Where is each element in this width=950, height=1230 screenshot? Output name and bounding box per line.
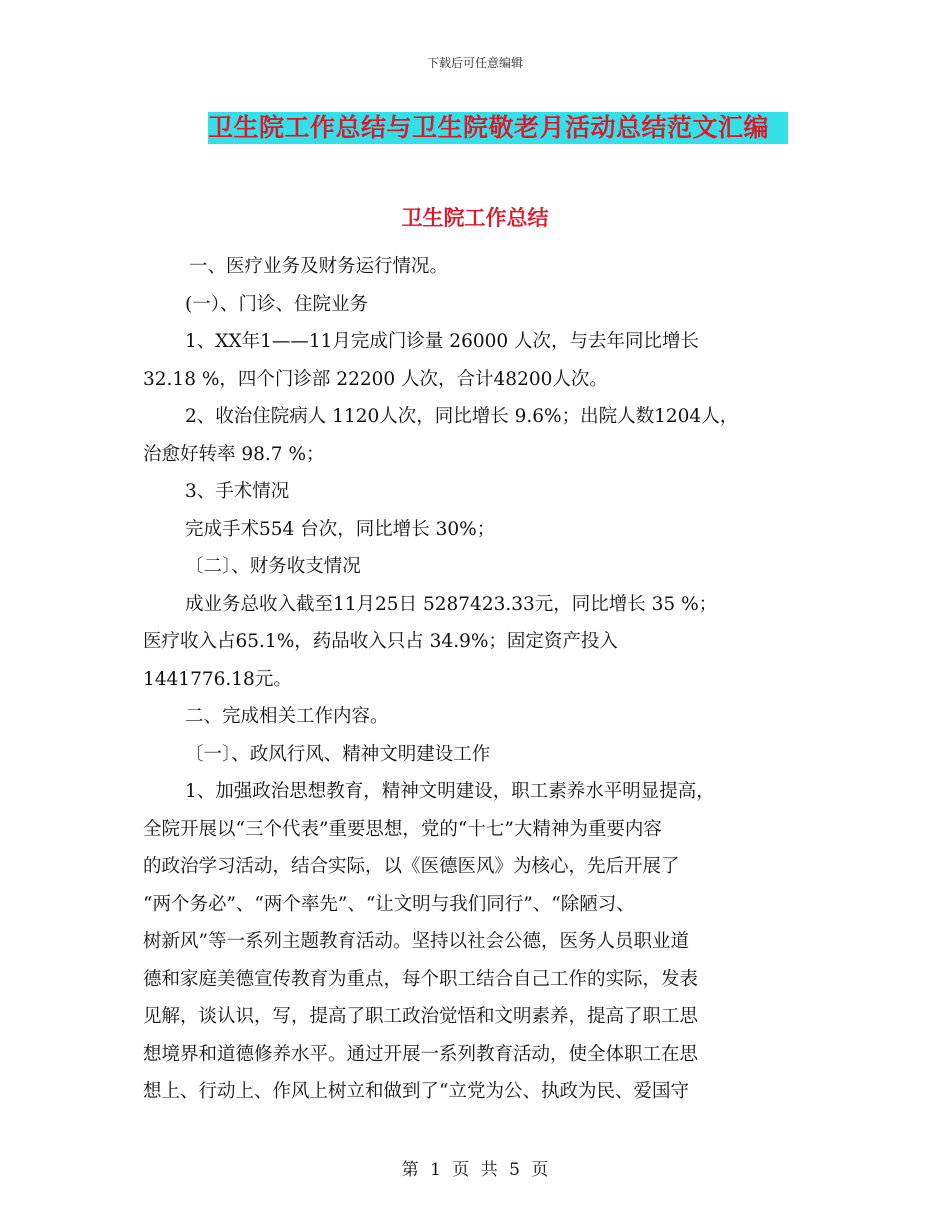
text-line: “两个务必”、“两个率先”、“让文明与我们同行”、“除陋习、 (143, 893, 635, 915)
text-line: 3、手术情况 (185, 481, 290, 502)
text-line: 树新风”等一系列主题教育活动。坚持以社会公德，医务人员职业道 (143, 931, 689, 952)
text-line: 想境界和道德修养水平。通过开展一系列教育活动，使全体职工在思 (143, 1043, 699, 1065)
text-line: 完成手术554 台次，同比增长 30%； (185, 518, 496, 540)
text-line: 全院开展以“三个代表”重要思想，党的“十七”大精神为重要内容 (143, 818, 662, 840)
body-text (143, 248, 823, 1111)
text-line: 二、完成相关工作内容。 (185, 706, 389, 727)
text-line: 32.18 %，四个门诊部 22200 人次，合计48200人次。 (143, 368, 608, 390)
text-line: 〔二〕、财务收支情况 (185, 556, 361, 577)
text-line: 成业务总收入截至11月25日 5287423.33元，同比增长 35 %； (185, 593, 718, 615)
page-footer: 第 1 页 共 5 页 (401, 1160, 549, 1180)
section-title: 卫生院工作总结 (401, 205, 549, 230)
text-line: 1、加强政治思想教育，精神文明建设，职工素养水平明显提高， (185, 781, 715, 802)
text-line: 治愈好转率 98.7 %； (143, 443, 325, 465)
text-line: 2、收治住院病人 1120人次，同比增长 9.6%；出院人数1204人， (185, 406, 739, 427)
text-line: 〔一〕、政风行风、精神文明建设工作 (185, 743, 491, 765)
text-line: 见解，谈认识，写，提高了职工政治觉悟和文明素养，提高了职工思 (143, 1006, 699, 1027)
text-line: 医疗收入占65.1%，药品收入只占 34.9%；固定资产投入 (143, 631, 618, 652)
text-line: 1、XX年1——11月完成门诊量 26000 人次，与去年同比增长 (185, 331, 700, 352)
text-line: 德和家庭美德宣传教育为重点，每个职工结合自己工作的实际，发表 (143, 968, 699, 990)
page-header: 下载后可任意编辑 (426, 56, 523, 70)
text-line: (一）、门诊、住院业务 (185, 293, 368, 315)
text-line: 一、医疗业务及财务运行情况。 (189, 256, 449, 277)
text-line: 的政治学习活动，结合实际，以《医德医风》为核心，先后开展了 (143, 856, 680, 877)
text-line: 1441776.18元。 (143, 668, 292, 690)
document-title: 卫生院工作总结与卫生院敬老月活动总结范文汇编 (208, 112, 788, 144)
text-line: 想上、行动上、作风上树立和做到了“立党为公、执政为民、爱国守 (143, 1081, 689, 1102)
